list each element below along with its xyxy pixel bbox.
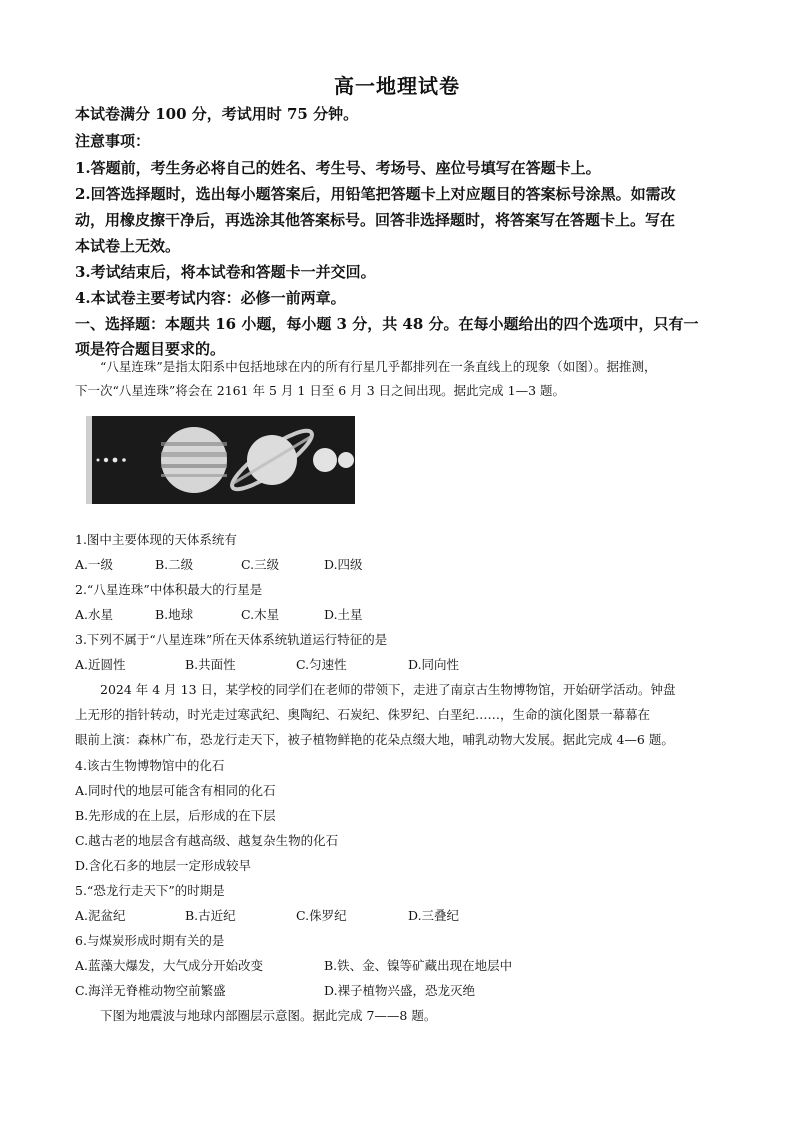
question-4-option-a[interactable]: A.同时代的地层可能含有相同的化石 xyxy=(75,783,276,798)
option-d[interactable]: D.四级 xyxy=(324,557,363,572)
passage1-line-a: “八星连珠”是指太阳系中包括地球在内的所有行星几乎都排列在一条直线上的现象（如图）。据推测， xyxy=(100,359,657,374)
sun-edge xyxy=(86,416,92,504)
notice-item-1: 1.答题前，考生务必将自己的姓名、考生号、考场号、座位号填写在答题卡上。 xyxy=(75,159,601,177)
mercury-planet xyxy=(97,459,100,462)
section1-heading-b: 项是符合题目要求的。 xyxy=(75,340,226,358)
passage1-line-b: 下一次“八星连珠”将会在 2161 年 5 月 1 日至 6 月 3 日之间出现。据此完成 1—3 题。 xyxy=(75,383,565,398)
notice-item-2c: 本试卷上无效。 xyxy=(75,237,181,255)
option-d[interactable]: D.三叠纪 xyxy=(408,908,460,923)
option-b[interactable]: B.地球 xyxy=(155,607,194,622)
passage2-line-b: 上无形的指针转动，时光走过寒武纪、奥陶纪、石炭纪、侏罗纪、白垩纪……，生命的演化图景一幕幕在 xyxy=(75,707,651,722)
option-a[interactable]: A.一级 xyxy=(75,557,114,572)
option-c[interactable]: C.侏罗纪 xyxy=(296,908,347,923)
passage2-line-c: 眼前上演：森林广布，恐龙行走天下，被子植物鲜艳的花朵点缀大地，哺乳动物大发展。据此完成 4—6 题。 xyxy=(75,732,674,747)
question-1-stem: 1.图中主要体现的天体系统有 xyxy=(75,532,237,547)
option-d[interactable]: D.同向性 xyxy=(408,657,460,672)
question-2-stem: 2.“八星连珠”中体积最大的行星是 xyxy=(75,582,263,597)
option-b[interactable]: B.古近纪 xyxy=(185,908,236,923)
question-5-stem: 5.“恐龙行走天下”的时期是 xyxy=(75,883,225,898)
option-a[interactable]: A.近圆性 xyxy=(75,657,126,672)
option-a[interactable]: A.水星 xyxy=(75,607,114,622)
neptune-planet xyxy=(338,452,354,468)
option-c[interactable]: C.匀速性 xyxy=(296,657,347,672)
notice-item-3: 3.考试结束后，将本试卷和答题卡一并交回。 xyxy=(75,263,376,281)
option-b[interactable]: B.二级 xyxy=(155,557,194,572)
jupiter-planet xyxy=(161,427,227,493)
option-a[interactable]: A.泥盆纪 xyxy=(75,908,126,923)
planets-alignment-image xyxy=(82,414,357,506)
option-a[interactable]: A.蓝藻大爆发，大气成分开始改变 xyxy=(75,958,264,973)
option-d[interactable]: D.土星 xyxy=(324,607,363,622)
notice-item-4: 4.本试卷主要考试内容：必修一前两章。 xyxy=(75,289,346,307)
option-b[interactable]: B.铁、金、镍等矿藏出现在地层中 xyxy=(324,958,513,973)
option-c[interactable]: C.木星 xyxy=(241,607,280,622)
mars-planet xyxy=(122,458,126,462)
notice-item-2b: 动，用橡皮擦干净后，再选涂其他答案标号。回答非选择题时，将答案写在答题卡上。写在 xyxy=(75,211,676,229)
question-4-option-d[interactable]: D.含化石多的地层一定形成较早 xyxy=(75,858,252,873)
page-title: 高一地理试卷 xyxy=(334,74,460,98)
question-6-stem: 6.与煤炭形成时期有关的是 xyxy=(75,933,225,948)
earth-planet xyxy=(113,458,118,463)
venus-planet xyxy=(104,458,108,462)
question-4-stem: 4.该古生物博物馆中的化石 xyxy=(75,758,225,773)
notice-item-2a: 2.回答选择题时，选出每小题答案后，用铅笔把答题卡上对应题目的答案标号涂黑。如需改 xyxy=(75,185,676,203)
option-b[interactable]: B.共面性 xyxy=(185,657,236,672)
score-line: 本试卷满分 100 分，考试用时 75 分钟。 xyxy=(75,105,359,123)
option-c[interactable]: C.海洋无脊椎动物空前繁盛 xyxy=(75,983,226,998)
question-4-option-b[interactable]: B.先形成的在上层，后形成的在下层 xyxy=(75,808,276,823)
option-c[interactable]: C.三级 xyxy=(241,557,280,572)
question-3-stem: 3.下列不属于“八星连珠”所在天体系统轨道运行特征的是 xyxy=(75,632,388,647)
notice-heading: 注意事项： xyxy=(75,132,151,150)
passage2-line-a: 2024 年 4 月 13 日，某学校的同学们在老师的带领下，走进了南京古生物博物馆，开始研学活动。钟盘 xyxy=(100,682,676,697)
question-4-option-c[interactable]: C.越古老的地层含有越高级、越复杂生物的化石 xyxy=(75,833,339,848)
option-d[interactable]: D.裸子植物兴盛，恐龙灭绝 xyxy=(324,983,476,998)
passage3-line-a: 下图为地震波与地球内部圈层示意图。据此完成 7——8 题。 xyxy=(100,1008,437,1023)
uranus-planet xyxy=(313,448,337,472)
section1-heading-a: 一、选择题：本题共 16 小题，每小题 3 分，共 48 分。在每小题给出的四个选项中，只有一 xyxy=(75,315,699,333)
